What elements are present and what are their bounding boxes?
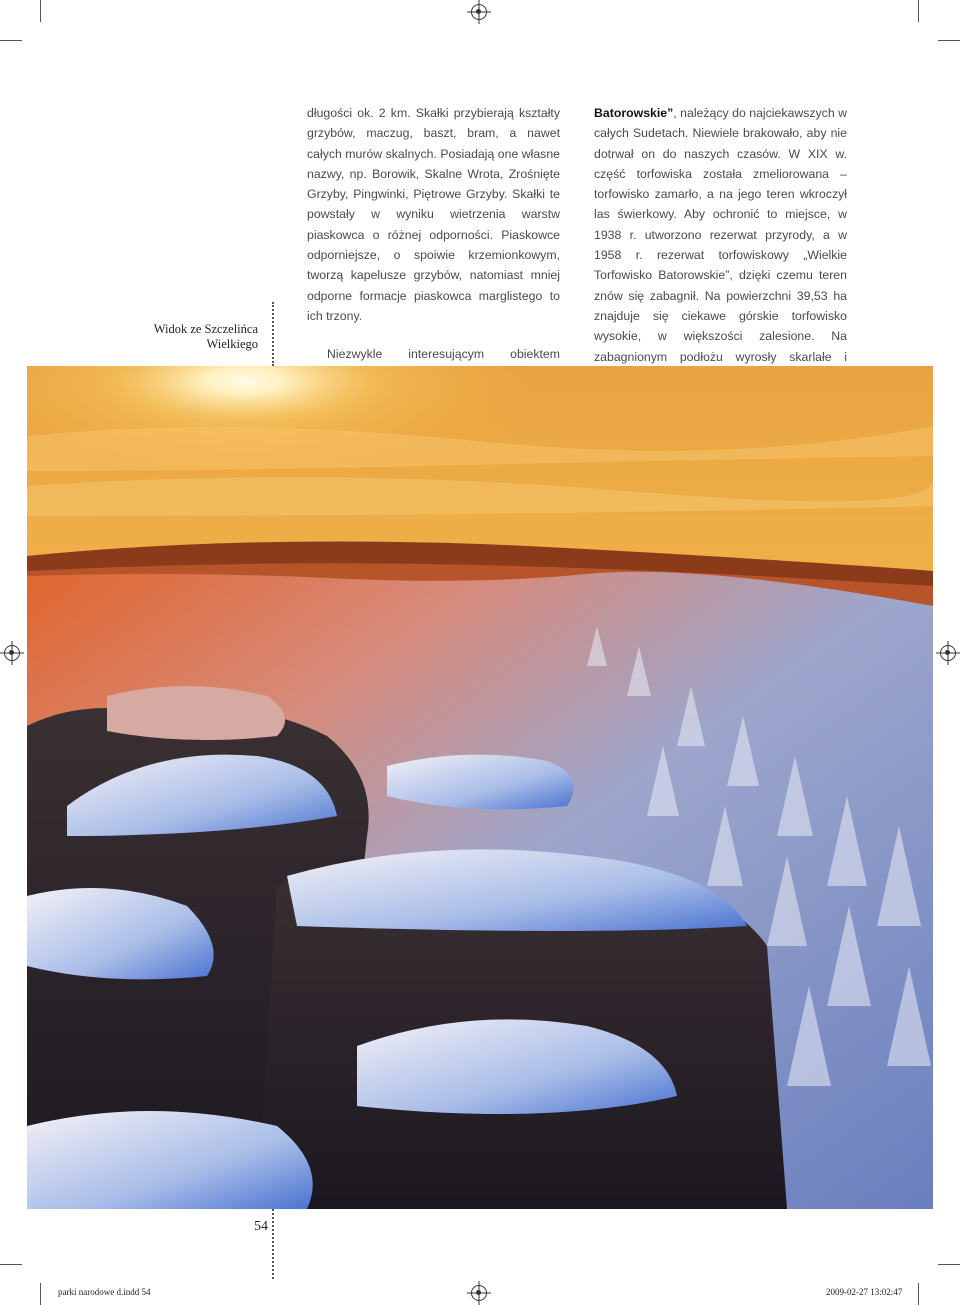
registration-mark-icon: [4, 645, 20, 661]
crop-mark: [938, 40, 960, 41]
registration-mark-icon: [471, 4, 487, 20]
text-column-right: [594, 103, 847, 387]
paragraph: długości ok. 2 km. Skałki przybierają kształty grzybów, maczug, baszt, bram, a nawet całych murów skalnych. Posiadają one własne nazwy, np. Borowik, Skalne Wrota, Zrośnięte Grzyby, Pingwinki, Piętrowe Grzyby. Skałki te powstały w wyniku wietrzenia warstw piaskowca o różnej odporności. Piaskowce odporniejsze, o spoiwie krzemionkowym, tworzą kapelusze grzybów, natomiast mniej odporne formacje piaskowca marglistego to ich trzony.: [307, 106, 560, 323]
crop-mark: [0, 1264, 22, 1265]
paragraph-text: Niezwykle interesującym obiektem: [327, 347, 560, 362]
reserve-name: Batorowskie”: [594, 106, 674, 120]
crop-mark: [918, 0, 919, 22]
paragraph: [594, 103, 847, 387]
crop-mark: [918, 1283, 919, 1305]
slug-file-info: parki narodowe d.indd 54: [58, 1287, 151, 1297]
crop-mark: [938, 1264, 960, 1265]
registration-mark-icon: [940, 645, 956, 661]
crop-mark: [0, 40, 22, 41]
slug-timestamp: 2009-02-27 13:02:47: [826, 1287, 903, 1297]
text-column-left: [307, 103, 560, 405]
dotted-rule: [272, 302, 274, 366]
landscape-photo: [27, 366, 933, 1209]
crop-mark: [40, 0, 41, 22]
dotted-rule: [272, 1209, 274, 1279]
registration-mark-icon: [471, 1285, 487, 1301]
snowy-rocks-sunset-image: [27, 366, 933, 1209]
page-number: 54: [254, 1219, 268, 1234]
crop-mark: [40, 1283, 41, 1305]
photo-caption: Widok ze Szczelińca Wielkiego: [153, 322, 258, 351]
paragraph-text: , należący do najciekawszych w całych Sudetach. Niewiele brakowało, aby nie dotrwał on do naszych czasów. W XIX w. część torfowiska została zmeliorowana – torfowisko zamarło, a na jego teren wkroczył las świerkowy. Aby ochronić to miejsce, w 1938 r. utworzono rezerwat przyrody, a w 1958 r. rezerwat torfowiskowy „Wielkie Torfowisko Batorowskie”, dzięki czemu teren znów się zabagnił. Na powierzchni 39,53 ha znajduje się ciekawe górskie torfowisko wysokie, w większości zalesione. Na zabagnionym podłożu wyrosły skarlałe i: [594, 106, 847, 364]
